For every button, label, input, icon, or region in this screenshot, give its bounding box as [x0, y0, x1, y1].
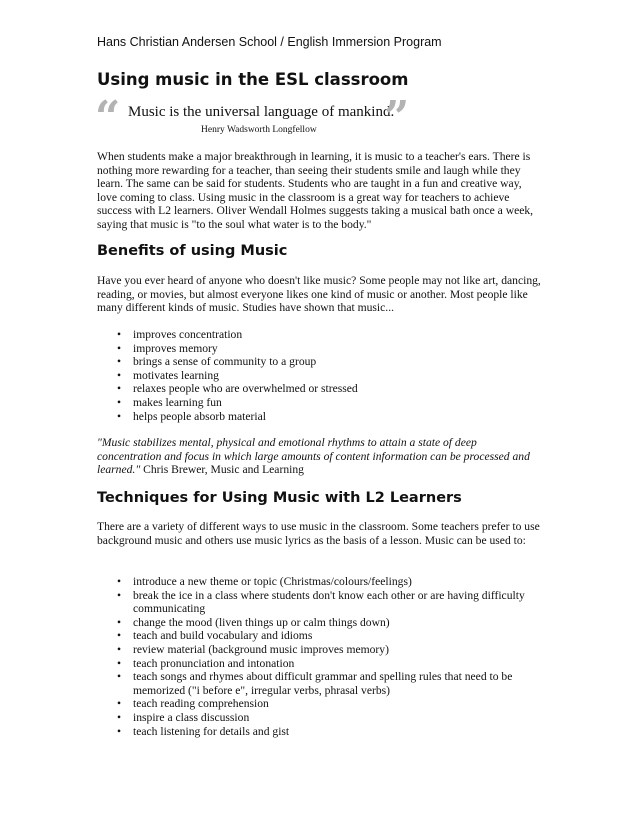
page-header: Hans Christian Andersen School / English Immersion Program	[97, 35, 442, 49]
bullet-icon: •	[117, 642, 122, 656]
citation-paragraph	[97, 436, 542, 477]
page-title: Using music in the ESL classroom	[97, 70, 409, 89]
list-item	[97, 355, 537, 369]
intro-paragraph: When students make a major breakthrough in learning, it is music to a teacher's ears. There is nothing more rewarding for a teacher, than seeing their students smile and laugh while they learn. The same can be said for students. Students who are taught in a fun and creative way, love coming to class. Using music in the classroom is a great way for teachers to achieve success with L2 learners. Oliver Wendall Holmes suggests taking a musical bath once a week, saying that music is "to the soul what water is to the body."	[97, 150, 534, 231]
list-item-text: teach and build vocabulary and idioms	[133, 629, 313, 643]
epigraph-author: Henry Wadsworth Longfellow	[201, 125, 317, 135]
list-item	[97, 711, 537, 725]
bullet-icon: •	[117, 615, 122, 629]
bullet-icon: •	[117, 710, 122, 724]
list-item	[97, 382, 537, 396]
benefits-list	[97, 328, 537, 423]
list-item-text: relaxes people who are overwhelmed or stressed	[133, 382, 358, 396]
list-item-text: improves concentration	[133, 328, 243, 341]
list-item	[97, 369, 537, 383]
citation-source: Chris Brewer, Music and Learning	[140, 463, 304, 477]
list-item	[97, 616, 537, 630]
bullet-icon: •	[117, 355, 122, 369]
bullet-icon: •	[117, 575, 122, 588]
bullet-icon: •	[117, 697, 122, 711]
list-item-text: review material (background music improves memory)	[133, 642, 389, 656]
list-item-text: inspire a class discussion	[133, 710, 250, 724]
epigraph-text: Music is the universal language of mankind.	[128, 104, 395, 120]
bullet-icon: •	[117, 395, 122, 409]
bullet-icon: •	[117, 409, 122, 423]
list-item-text: teach reading comprehension	[133, 697, 269, 711]
benefits-heading: Benefits of using Music	[97, 243, 288, 259]
list-item-text: brings a sense of community to a group	[133, 355, 317, 369]
bullet-icon: •	[117, 588, 122, 602]
citation-quote: "Music stabilizes mental, physical and emotional rhythms to attain a state of deep concentration and focus in which large amounts of content information can be processed and learned."	[97, 436, 530, 477]
list-item	[97, 410, 537, 424]
list-item	[97, 575, 537, 589]
list-item	[97, 328, 537, 342]
open-quote-icon: “	[95, 92, 121, 143]
techniques-heading: Techniques for Using Music with L2 Learners	[97, 490, 462, 506]
list-item	[97, 657, 537, 671]
list-item	[97, 629, 537, 643]
techniques-intro-paragraph: There are a variety of different ways to use music in the classroom. Some teachers prefer to use background music and others use music lyrics as the basis of a lesson. Music can be used to:	[97, 520, 540, 547]
list-item	[97, 342, 537, 356]
list-item-text: introduce a new theme or topic (Christmas/colours/feelings)	[133, 575, 412, 588]
bullet-icon: •	[117, 724, 122, 738]
list-item-text: change the mood (liven things up or calm things down)	[133, 615, 390, 629]
list-item-text: break the ice in a class where students don't know each other or are having difficulty communicating	[133, 588, 525, 616]
bullet-icon: •	[117, 629, 122, 643]
list-item-text: makes learning fun	[133, 395, 222, 409]
list-item-text: teach pronunciation and intonation	[133, 656, 295, 670]
list-item	[97, 670, 537, 697]
bullet-icon: •	[117, 656, 122, 670]
list-item	[97, 725, 537, 739]
list-item-text: teach listening for details and gist	[133, 724, 290, 738]
list-item-text: improves memory	[133, 341, 218, 355]
close-quote-icon: ”	[384, 92, 410, 143]
list-item	[97, 396, 537, 410]
list-item-text: teach songs and rhymes about difficult grammar and spelling rules that need to be memorized ("i before e", irregular verbs, phrasal verbs)	[133, 670, 513, 697]
list-item	[97, 643, 537, 657]
list-item-text: motivates learning	[133, 368, 219, 382]
bullet-icon: •	[117, 670, 122, 684]
benefits-intro-paragraph: Have you ever heard of anyone who doesn't like music? Some people may not like art, dancing, reading, or movies, but almost everyone likes one kind of music or another. Most people like many different kinds of music. Studies have shown that music...	[97, 274, 541, 315]
bullet-icon: •	[117, 368, 122, 382]
list-item	[97, 697, 537, 711]
bullet-icon: •	[117, 341, 122, 355]
epigraph	[95, 92, 437, 143]
bullet-icon: •	[117, 328, 122, 341]
techniques-list	[97, 575, 537, 738]
list-item-text: helps people absorb material	[133, 409, 266, 423]
bullet-icon: •	[117, 382, 122, 396]
list-item	[97, 589, 537, 616]
